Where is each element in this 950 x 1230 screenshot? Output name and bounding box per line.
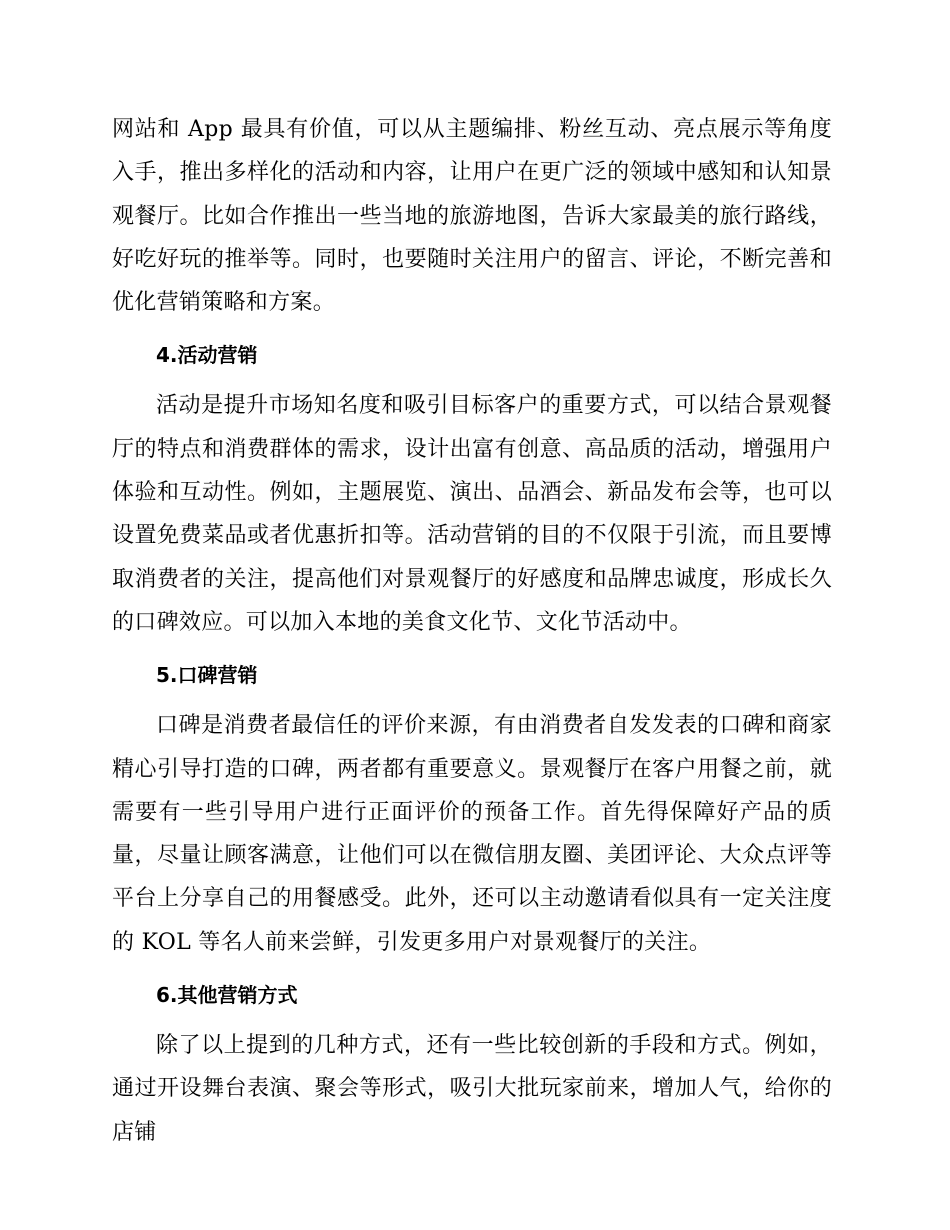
heading-word-of-mouth-marketing: 5.口碑营销 <box>156 663 258 688</box>
paragraph-event-marketing: 活动是提升市场知名度和吸引目标客户的重要方式，可以结合景观餐厅的特点和消费群体的需求，设计出富有创意、高品质的活动，增强用户体验和互动性。例如，主题展览、演出、品酒会、新品发布会等，也可以设置免费菜品或者优惠折扣等。活动营销的目的不仅限于引流，而且要博取消费者的关注，提高他们对景观餐厅的好感度和品牌忠诚度，形成长久的口碑效应。可以加入本地的美食文化节、文化节活动中。 <box>112 393 832 635</box>
heading-event-marketing: 4.活动营销 <box>156 343 258 368</box>
paragraph-online-marketing-continued: 网站和 App 最具有价值，可以从主题编排、粉丝互动、亮点展示等角度入手，推出多样化的活动和内容，让用户在更广泛的领域中感知和认知景观餐厅。比如合作推出一些当地的旅游地图，告诉大家最美的旅行路线，好吃好玩的推举等。同时，也要随时关注用户的留言、评论，不断完善和优化营销策略和方案。 <box>112 117 832 316</box>
document-body <box>112 108 832 1154</box>
heading-other-marketing-methods: 6.其他营销方式 <box>156 983 298 1008</box>
paragraph-other-marketing-methods: 除了以上提到的几种方式，还有一些比较创新的手段和方式。例如，通过开设舞台表演、聚会等形式，吸引大批玩家前来，增加人气，给你的店铺 <box>112 1033 832 1145</box>
paragraph-word-of-mouth-marketing: 口碑是消费者最信任的评价来源，有由消费者自发发表的口碑和商家精心引导打造的口碑，两者都有重要意义。景观餐厅在客户用餐之前，就需要有一些引导用户进行正面评价的预备工作。首先得保障好产品的质量，尽量让顾客满意，让他们可以在微信朋友圈、美团评论、大众点评等平台上分享自己的用餐感受。此外，还可以主动邀请看似具有一定关注度的 KOL 等名人前来尝鲜，引发更多用户对景观餐厅的关注。 <box>112 713 832 955</box>
